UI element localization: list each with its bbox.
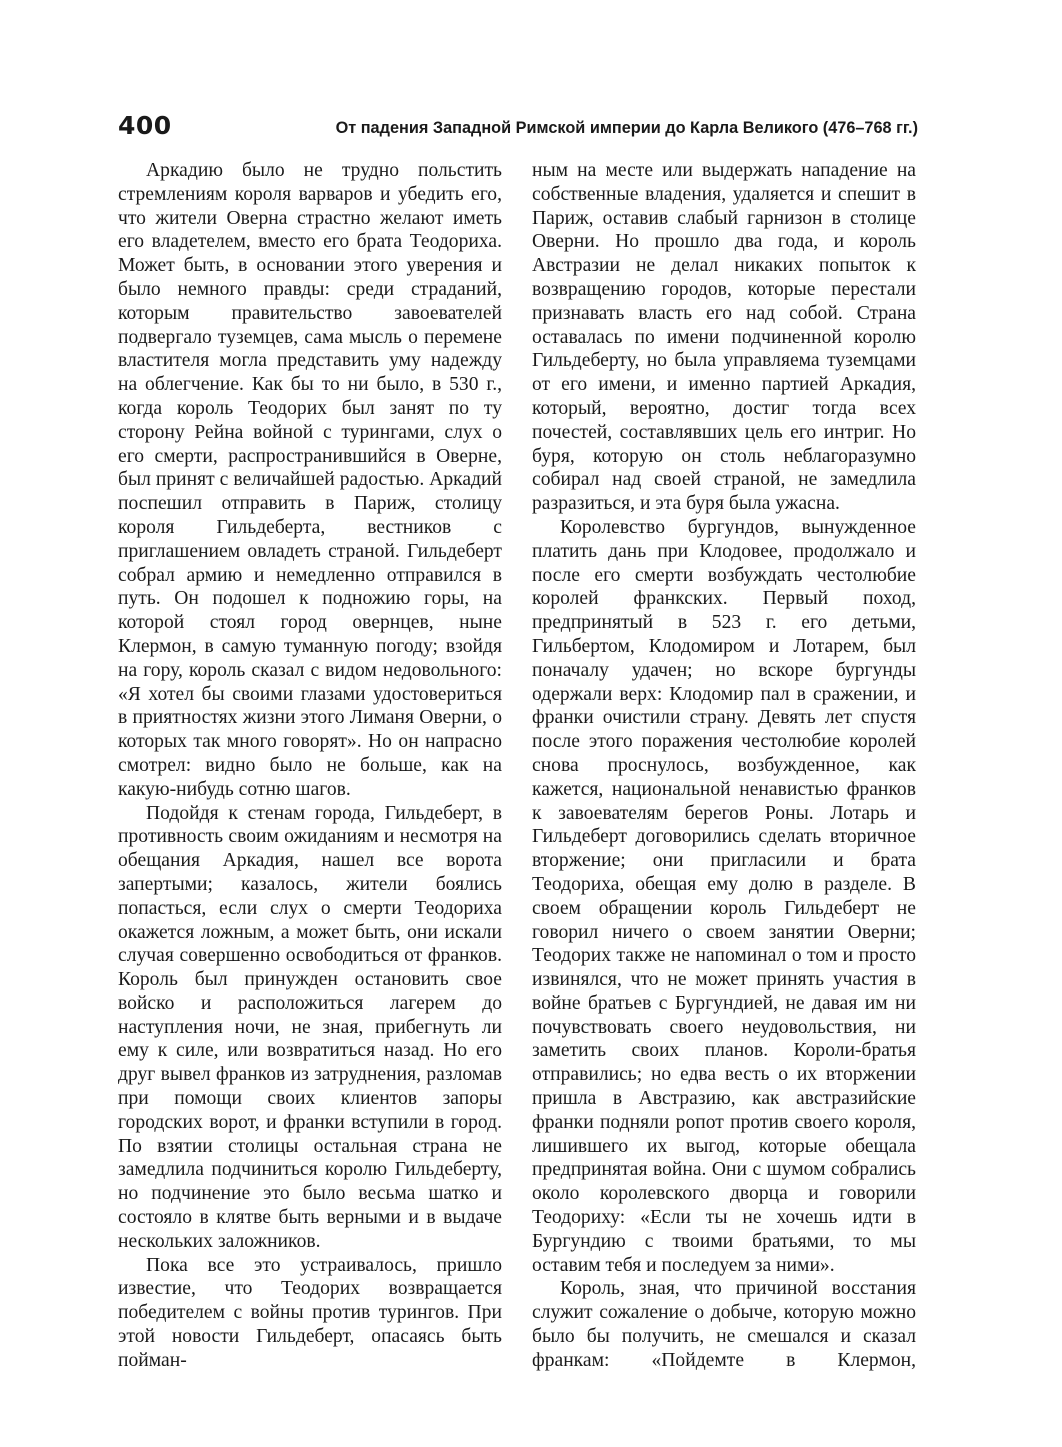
paragraph: Королевство бургундов, вынужденное платить дань при Клодовее, продолжало и после его смерти возбуждать честолюбие королей франкских. Первый поход, предпринятый в 523 г. его детьми, Гильбертом, Клодомиром и Лотарем, был поначалу удачен; но вскоре бургунды одержали верх: Клодомир пал в сражении, и франки очистили страну. Девять лет спустя после этого поражения честолюбие королей снова проснулось, возбужденное, как кажется, национальной ненавистью франков к завоевателям берегов Роны. Лотарь и Гильдеберт договорились сделать вторичное вторжение; они пригласили и брата Теодориха, обещая ему долю в разделе. В своем обращении король Гильдеберт не говорил ничего о своем занятии Оверни; Теодорих также не напоминал о том и просто извинялся, что не может принять участия в войне братьев с Бургундией, не давая им ни почувствовать своего неудовольствия, ни заметить своих планов. Короли-братья отправились; но едва весть о их вторжении пришла в Австразию, как австразийские франки подняли ропот против своего короля, лишившего их выгод, которые обещала предпринятая война. Они с шумом собрались около королевского дворца и говорили Теодориху: «Если ты не хочешь идти в Бургундию с твоими братьями, то мы оставим тебя и последуем за ними». (532, 516, 916, 1276)
page-number: 400 (118, 111, 172, 140)
page-header (118, 112, 918, 142)
paragraph: Аркадию было не трудно польстить стремлениям короля варваров и убедить его, что жители Оверна страстно желают иметь его владетелем, вместо его брата Теодориха. Может быть, в основании этого уверения и было немного правды: среди страданий, которым правительство завоевателей подвергало туземцев, сама мысль о перемене властителя могла представить уму надежду на облегчение. Как бы то ни было, в 530 г., когда король Теодорих был занят по ту сторону Рейна войной с турингами, слух о его смерти, распространившийся в Оверне, был принят с величайшей радостью. Аркадий поспешил отправить в Париж, столицу короля Гильдеберта, вестников с приглашением овладеть страной. Гильдеберт собрал армию и немедленно отправился в путь. Он подошел к подножию горы, на которой стоял город овернцев, ныне Клермон, в самую туманную погоду; взойдя на гору, король сказал с видом недовольного: «Я хотел бы своими глазами удостовериться в приятностях жизни этого Лиманя Оверни, о которых так много говорят». Но он напрасно смотрел: видно было не больше, как на какую-нибудь сотню шагов. (118, 160, 502, 800)
paragraph-continued: ным на месте или выдержать нападение на собственные владения, удаляется и спешит в Париж, оставив слабый гарнизон в столице Оверни. Но прошло два года, и король Австразии не делал никаких попыток к возвращению городов, которые перестали признавать власть его над собой. Страна оставалась по имени подчиненной королю Гильдеберту, но была управляема туземцами от его имени, и именно партией Аркадия, который, вероятно, достиг тогда всех почестей, составлявших цель его интриг. Но буря, которую он столь неблагоразумно собирал над своей страной, не замедлила разразиться, и эта буря была ужасна. (532, 160, 916, 515)
right-column (532, 159, 916, 1373)
paragraph: Подойдя к стенам города, Гильдеберт, в противность своим ожиданиям и несмотря на обещания Аркадия, нашел все ворота запертыми; казалось, жители боялись попасться, если слух о смерти Теодориха окажется ложным, а может быть, они искали случая совершенно освободиться от франков. Король был принужден остановить свое войско и расположиться лагерем до наступления ночи, не зная, прибегнуть ли ему к силе, или возвратиться назад. Но его друг вывел франков из затруднения, разломав при помощи своих клиентов запоры городских ворот, и франки вступили в город. По взятии столицы остальная страна не замедлила подчиниться королю Гильдеберту, но подчинение это было весьма шатко и состояло в клятве быть верными и в выдаче нескольких заложников. (118, 802, 502, 1252)
left-column (118, 159, 502, 1373)
paragraph: Пока все это устраивалось, пришло известие, что Теодорих возвращается победителем с войны против турингов. При этой новости Гильдеберт, опасаясь быть пойман- (118, 1254, 502, 1371)
running-title: От падения Западной Римской империи до Карла Великого (476–768 гг.) (335, 119, 918, 137)
paragraph: Король, зная, что причиной восстания служит сожаление о добыче, которую можно было бы получить, не смешался и сказал франкам: «Пойдемте в Клермон, (532, 1278, 916, 1371)
